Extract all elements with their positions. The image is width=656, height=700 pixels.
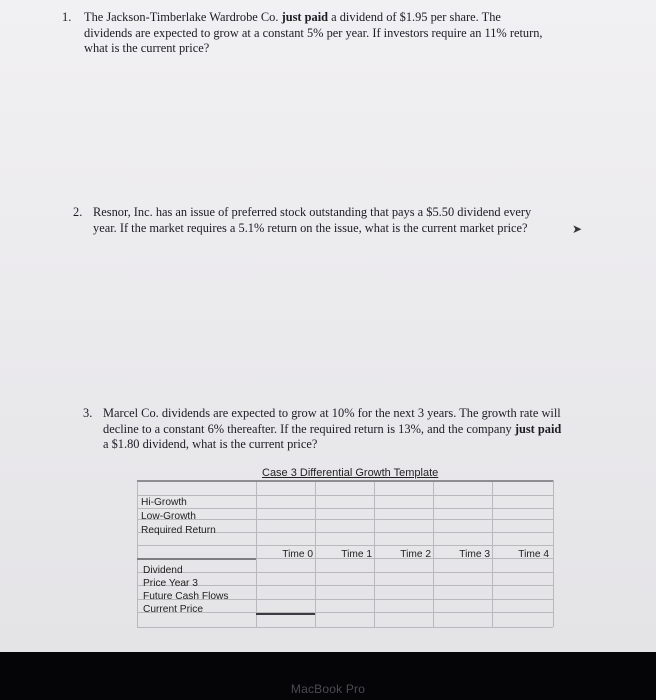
row-label-dividend: Dividend bbox=[143, 565, 183, 576]
question-line: what is the current price? bbox=[84, 41, 210, 55]
question-number: 2. bbox=[73, 205, 83, 219]
grid-column-line bbox=[256, 480, 257, 627]
question-number: 3. bbox=[83, 406, 93, 420]
question-line: The Jackson-Timberlake Wardrobe Co. just paid a dividend of $1.95 per share. The bbox=[84, 10, 501, 24]
grid-column-line bbox=[374, 480, 375, 627]
time-header-1: Time 1 bbox=[341, 549, 372, 560]
laptop-brand-label: MacBook Pro bbox=[290, 682, 366, 696]
row-label-future-cash-flows: Future Cash Flows bbox=[143, 591, 229, 602]
row-label-price-year-3: Price Year 3 bbox=[143, 578, 198, 589]
grid-row-line-bold bbox=[256, 613, 315, 615]
grid-column-line bbox=[553, 480, 554, 627]
question-line: decline to a constant 6% thereafter. If the required return is 13%, and the company just paid bbox=[103, 421, 562, 436]
time-header-4: Time 4 bbox=[518, 549, 549, 560]
time-header-0: Time 0 bbox=[282, 549, 313, 560]
grid-row-line bbox=[137, 519, 553, 520]
time-header-2: Time 2 bbox=[400, 549, 431, 560]
grid-column-line bbox=[315, 480, 316, 627]
grid-row-line-bold bbox=[137, 480, 553, 482]
grid-row-line bbox=[137, 508, 553, 509]
grid-column-line bbox=[137, 480, 138, 627]
emphasis-just-paid: just paid bbox=[514, 421, 562, 436]
question-text bbox=[93, 205, 573, 236]
row-label-current-price: Current Price bbox=[143, 604, 204, 615]
grid-row-line bbox=[137, 572, 553, 573]
question-text bbox=[84, 10, 599, 57]
grid-row-line bbox=[137, 545, 553, 546]
question-line: a $1.80 dividend, what is the current price? bbox=[103, 437, 318, 451]
grid-row-line bbox=[137, 627, 553, 628]
input-label-low-growth: Low-Growth bbox=[141, 511, 196, 522]
template-title: Case 3 Differential Growth Template bbox=[262, 467, 439, 479]
input-label-hi-growth: Hi-Growth bbox=[141, 497, 187, 508]
question-text bbox=[103, 406, 591, 453]
grid-row-line bbox=[137, 585, 553, 586]
question-line: Resnor, Inc. has an issue of preferred stock outstanding that pays a $5.50 dividend every bbox=[93, 205, 532, 219]
grid-row-line bbox=[137, 495, 553, 496]
question-line: dividends are expected to grow at a constant 5% per year. If investors require an 11% return, bbox=[84, 25, 543, 40]
grid-row-line-bold bbox=[137, 558, 256, 560]
question-number: 1. bbox=[62, 10, 72, 24]
grid-column-line bbox=[433, 480, 434, 627]
grid-column-line bbox=[492, 480, 493, 627]
question-line: Marcel Co. dividends are expected to grow at 10% for the next 3 years. The growth rate will bbox=[103, 406, 561, 420]
input-label-required-return: Required Return bbox=[141, 525, 216, 536]
question-line: year. If the market requires a 5.1% return on the issue, what is the current market price? bbox=[93, 220, 528, 235]
time-header-3: Time 3 bbox=[459, 549, 490, 560]
emphasis-just-paid: just paid bbox=[281, 10, 329, 24]
mouse-cursor-icon: ➤ bbox=[572, 222, 583, 236]
